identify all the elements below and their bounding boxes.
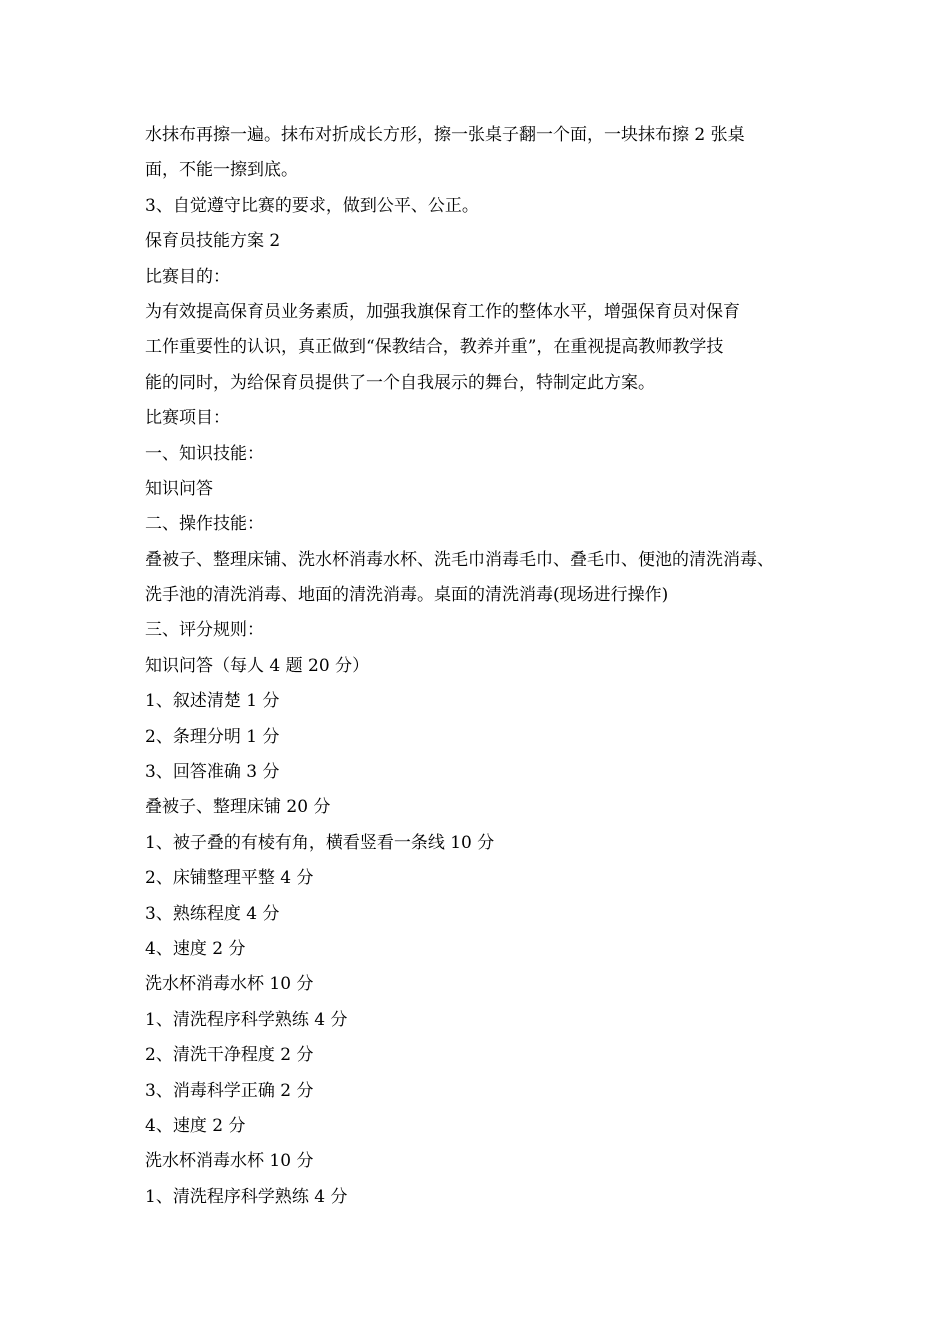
score-section-bed-making: 叠被子、整理床铺 20 分 — [145, 797, 331, 818]
heading-knowledge-skills: 一、知识技能： — [145, 443, 264, 464]
document-body — [145, 118, 810, 1215]
heading-competition-purpose: 比赛目的： — [145, 266, 230, 287]
score-item: 3、消毒科学正确 2 分 — [145, 1080, 314, 1101]
heading-competition-items: 比赛项目： — [145, 408, 230, 429]
score-item: 4、速度 2 分 — [145, 1115, 246, 1136]
operation-line-2: 洗手池的清洗消毒、地面的清洗消毒。桌面的清洗消毒(现场进行操作) — [145, 585, 669, 606]
score-item: 1、叙述清楚 1 分 — [145, 691, 280, 712]
rule-item-3: 3、自觉遵守比赛的要求，做到公平、公正。 — [145, 195, 479, 216]
item-knowledge-qa: 知识问答 — [145, 478, 213, 499]
score-section-cup-washing: 洗水杯消毒水杯 10 分 — [145, 974, 314, 995]
operation-line-1: 叠被子、整理床铺、洗水杯消毒水杯、洗毛巾消毒毛巾、叠毛巾、便池的清洗消毒、 — [145, 549, 774, 570]
score-item: 3、熟练程度 4 分 — [145, 903, 280, 924]
heading-operation-skills: 二、操作技能： — [145, 514, 264, 535]
score-item: 4、速度 2 分 — [145, 938, 246, 959]
score-item: 2、条理分明 1 分 — [145, 726, 280, 747]
section-heading-plan-2: 保育员技能方案 2 — [145, 231, 281, 252]
score-item: 1、清洗程序科学熟练 4 分 — [145, 1009, 348, 1030]
body-line-2: 面，不能一擦到底。 — [145, 160, 298, 181]
score-section-cup-washing: 洗水杯消毒水杯 10 分 — [145, 1151, 314, 1172]
score-item: 1、被子叠的有棱有角，横看竖看一条线 10 分 — [145, 832, 495, 853]
purpose-line-3: 能的同时，为给保育员提供了一个自我展示的舞台，特制定此方案。 — [145, 372, 655, 393]
heading-scoring-rules: 三、评分规则： — [145, 620, 264, 641]
score-section-knowledge-qa: 知识问答（每人 4 题 20 分） — [145, 655, 370, 676]
score-item: 2、床铺整理平整 4 分 — [145, 868, 314, 889]
purpose-line-2: 工作重要性的认识，真正做到“保教结合，教养并重”，在重视提高教师教学技 — [145, 337, 724, 358]
body-line-1: 水抹布再擦一遍。抹布对折成长方形，擦一张桌子翻一个面，一块抹布擦 2 张桌 — [145, 125, 745, 145]
score-item: 3、回答准确 3 分 — [145, 762, 280, 783]
purpose-line-1: 为有效提高保育员业务素质，加强我旗保育工作的整体水平，增强保育员对保育 — [145, 301, 740, 322]
score-item: 2、清洗干净程度 2 分 — [145, 1045, 314, 1066]
score-item: 1、清洗程序科学熟练 4 分 — [145, 1186, 348, 1207]
